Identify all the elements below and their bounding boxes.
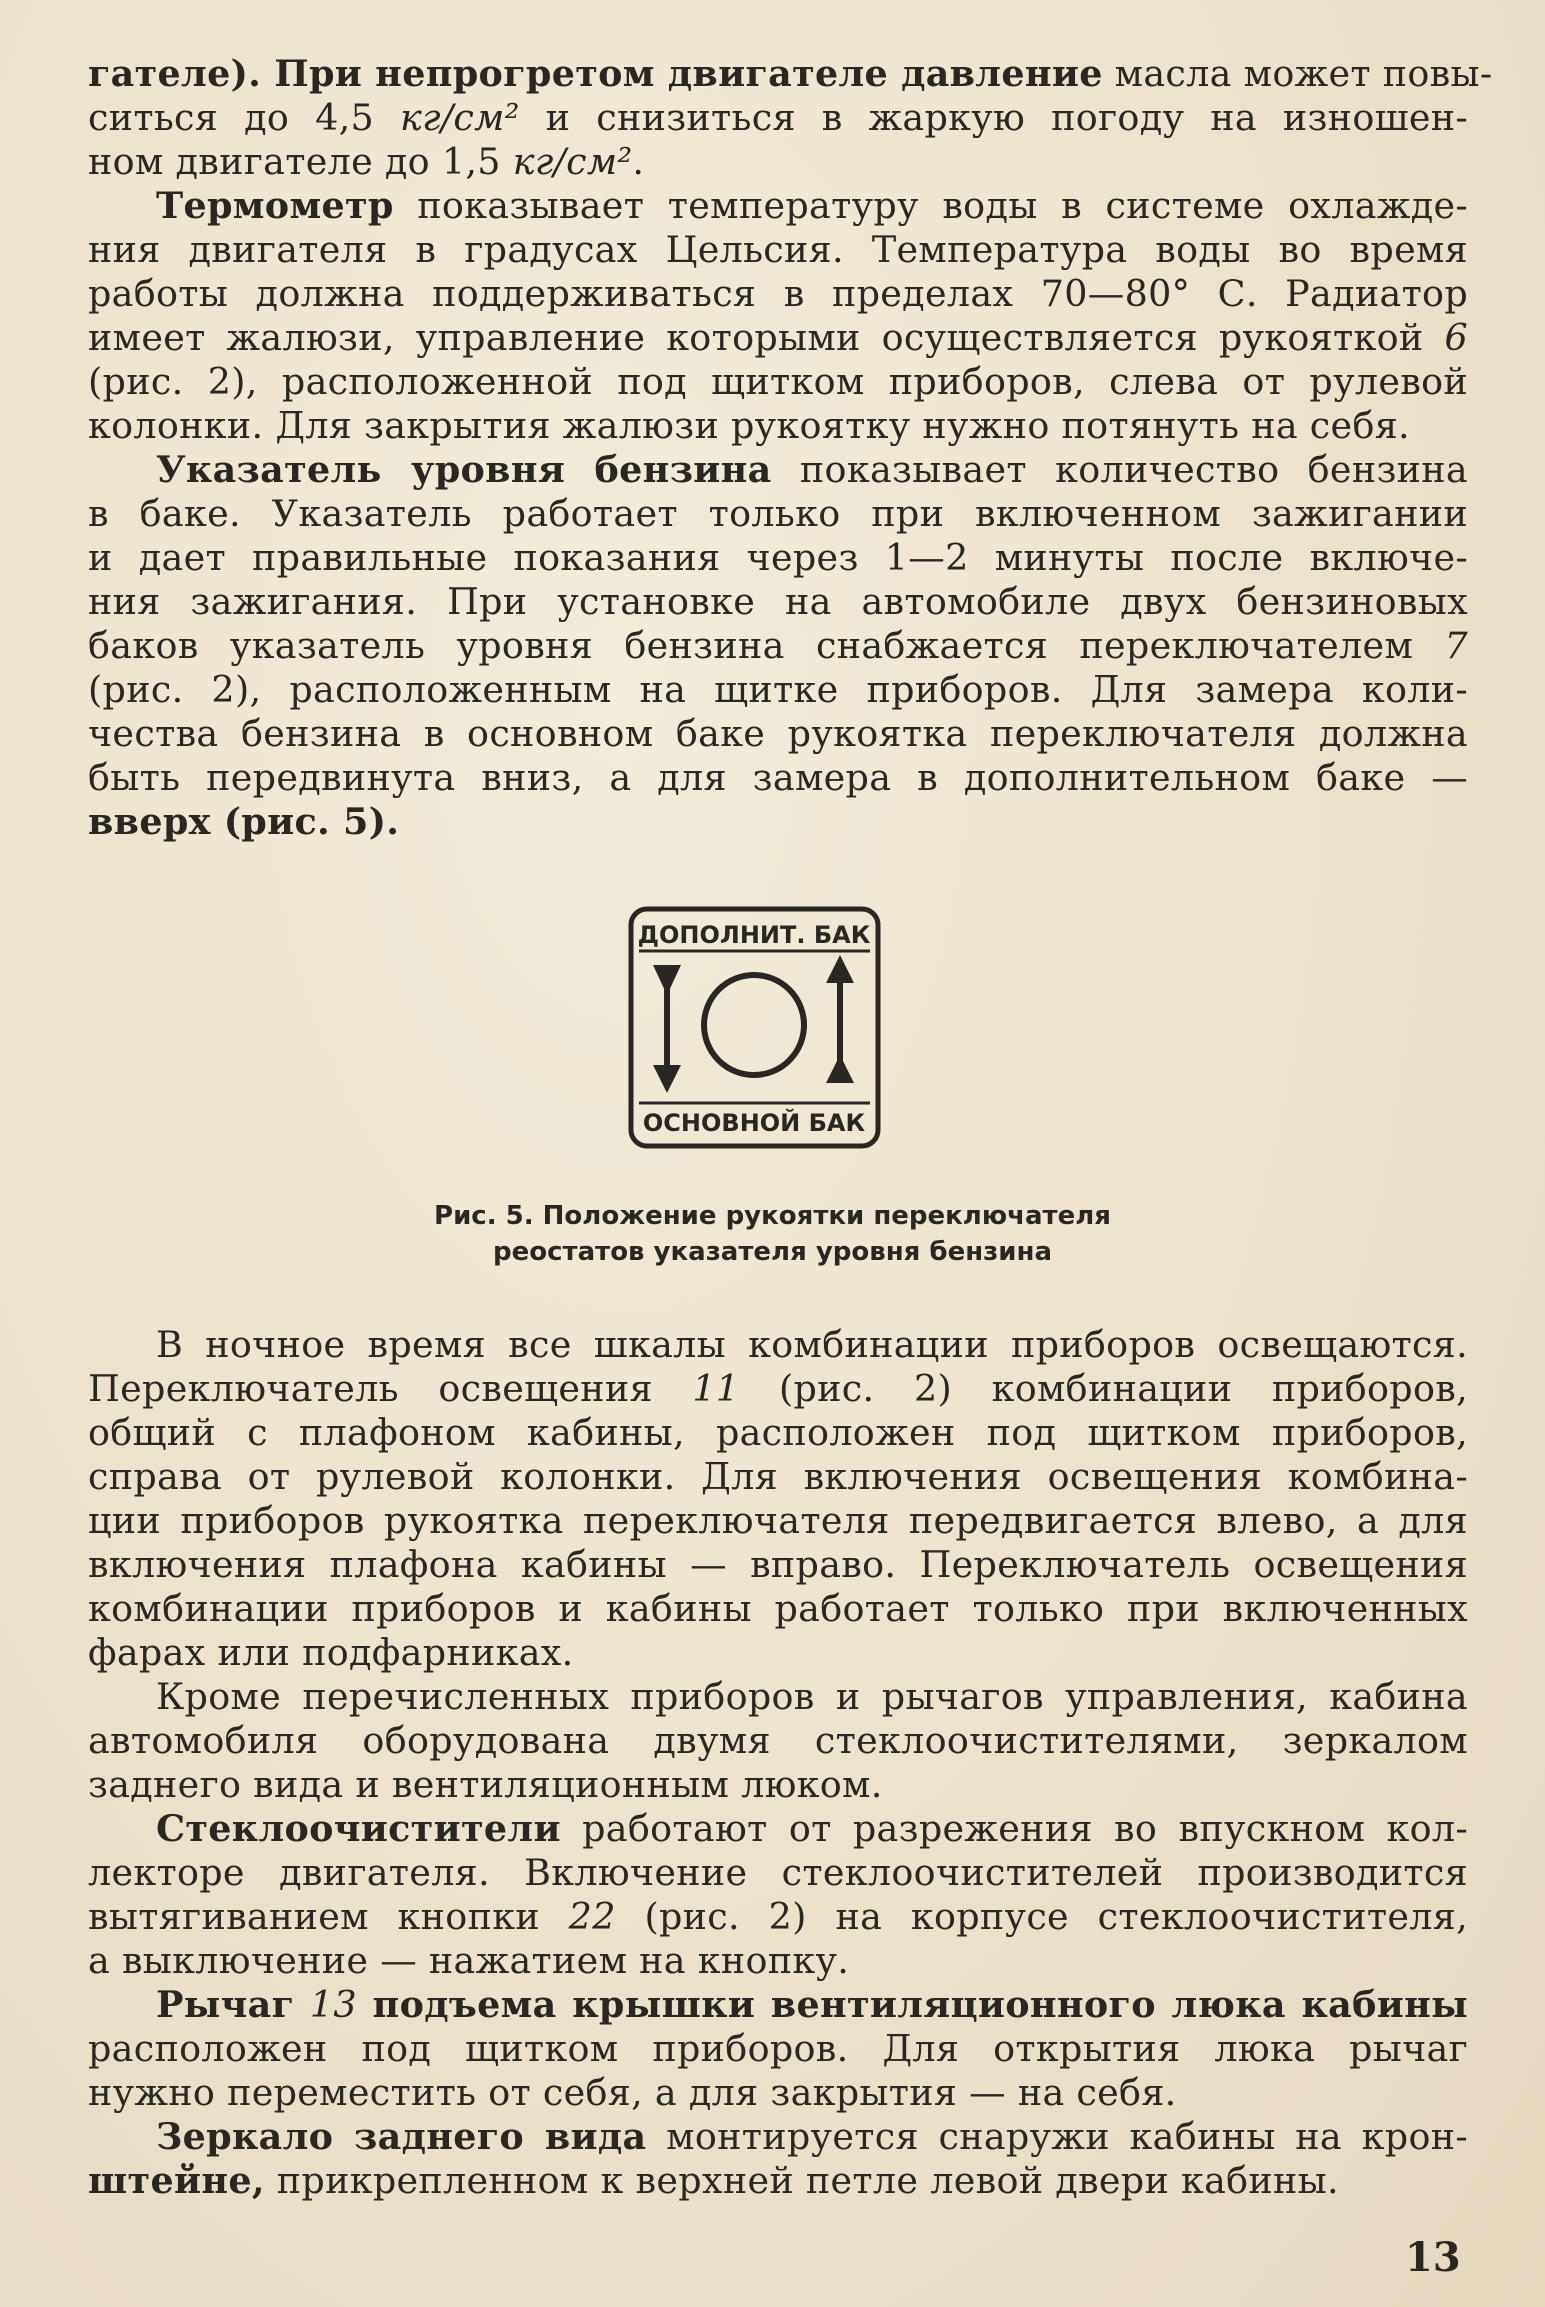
text-line xyxy=(88,2115,1468,2159)
text-line xyxy=(88,1895,1468,1939)
text-line xyxy=(88,1411,1468,1455)
text-run: . xyxy=(632,140,645,183)
text-run: включения плафона кабины — вправо. Переключатель освещения xyxy=(88,1543,1468,1586)
text-line xyxy=(88,96,1468,140)
paragraph-vent-lever xyxy=(88,1983,1468,2115)
text-line xyxy=(88,2159,1468,2203)
text-run: работают от разрежения во впускном кол- xyxy=(560,1807,1468,1850)
page-number: 13 xyxy=(1405,2234,1461,2281)
text-run: Указатель уровня бензина xyxy=(156,448,772,491)
text-run: штейне, xyxy=(88,2159,265,2202)
text-run: Стеклоочистители xyxy=(156,1807,561,1850)
text-run: 6 xyxy=(1444,316,1468,359)
text-run: ситься до 4,5 xyxy=(88,96,400,139)
caption-line-1: Рис. 5. Положение рукоятки переключателя xyxy=(434,1201,1111,1231)
text-line xyxy=(88,52,1493,96)
text-run: (рис. 2) комбинации приборов, xyxy=(739,1367,1468,1410)
text-run: ном двигателе до 1,5 xyxy=(88,140,513,183)
text-run: (рис. 2), расположенным на щитке приборов. Для замера коли- xyxy=(88,668,1468,711)
text-line xyxy=(88,140,1468,184)
text-line xyxy=(88,404,1468,448)
text-run: ния зажигания. При установке на автомобиле двух бензиновых xyxy=(88,580,1468,623)
text-line xyxy=(88,1675,1468,1719)
caption-line-2: реостатов указателя уровня бензина xyxy=(492,1237,1053,1267)
text-line xyxy=(88,1455,1468,1499)
text-line xyxy=(88,492,1468,536)
text-line xyxy=(88,1807,1468,1851)
text-run: фарах или подфарниках. xyxy=(88,1631,574,1674)
text-run: 13 xyxy=(309,1983,357,2026)
text-line xyxy=(88,1499,1468,1543)
text-line xyxy=(88,756,1468,800)
text-run: прикрепленном к верхней петле левой двери кабины. xyxy=(264,2159,1339,2202)
text-run: вверх (рис. 5). xyxy=(88,800,400,843)
text-line xyxy=(88,1983,1468,2027)
text-line xyxy=(88,1367,1468,1411)
text-run: заднего вида и вентиляционным люком. xyxy=(88,1763,883,1806)
text-run: колонки. Для закрытия жалюзи рукоятку нужно потянуть на себя. xyxy=(88,404,1410,447)
text-line xyxy=(88,800,1468,844)
figure-fuel-switch xyxy=(627,905,882,1150)
text-line xyxy=(88,1763,1468,1807)
paragraph-other-equipment xyxy=(88,1675,1468,1807)
text-run: в баке. Указатель работает только при включенном зажигании xyxy=(88,492,1468,535)
text-line xyxy=(88,448,1468,492)
text-line xyxy=(88,1587,1468,1631)
paragraph-night-lighting xyxy=(88,1323,1468,1675)
paragraph-mirror xyxy=(88,2115,1468,2203)
text-run: Зеркало заднего вида xyxy=(156,2115,647,2158)
paragraph-oil-pressure xyxy=(88,52,1493,184)
text-run: справа от рулевой колонки. Для включения освещения комбина- xyxy=(88,1455,1468,1498)
text-line xyxy=(88,272,1468,316)
text-line xyxy=(88,2027,1468,2071)
text-line xyxy=(88,316,1468,360)
text-run: Термометр xyxy=(156,184,394,227)
text-line xyxy=(88,712,1468,756)
text-line xyxy=(88,1719,1468,1763)
text-line xyxy=(88,228,1468,272)
paragraph-wipers xyxy=(88,1807,1468,1983)
text-line xyxy=(88,2071,1468,2115)
text-run: вытягиванием кнопки xyxy=(88,1895,569,1938)
text-run: автомобиля оборудована двумя стеклоочистителями, зеркалом xyxy=(88,1719,1468,1762)
text-run: кг/см² xyxy=(512,140,633,183)
paragraph-thermometer xyxy=(88,184,1468,448)
text-run: быть передвинута вниз, а для замера в дополнительном баке — xyxy=(88,756,1468,799)
text-run: При непрогретом двигателе давление xyxy=(261,52,1103,95)
text-line xyxy=(88,668,1468,712)
text-run: монтируется снаружи кабины на крон- xyxy=(646,2115,1468,2158)
bottom-label: ОСНОВНОЙ БАК xyxy=(642,1109,866,1137)
text-line xyxy=(88,360,1468,404)
text-run: нужно переместить от себя, а для закрытия — на себя. xyxy=(88,2071,1177,2114)
text-run: и дает правильные показания через 1—2 минуты после включе- xyxy=(88,536,1468,579)
text-run: комбинации приборов и кабины работает только при включенных xyxy=(88,1587,1468,1630)
text-run: 7 xyxy=(1444,624,1468,667)
arrow-down-icon xyxy=(653,965,681,1093)
text-run: ния двигателя в градусах Цельсия. Температура воды во время xyxy=(88,228,1468,271)
paragraph-fuel-gauge xyxy=(88,448,1468,844)
text-line xyxy=(88,1543,1468,1587)
text-run: Кроме перечисленных приборов и рычагов управления, кабина xyxy=(156,1675,1468,1718)
text-line xyxy=(88,1851,1468,1895)
text-run: (рис. 2), расположенной под щитком приборов, слева от рулевой xyxy=(88,360,1468,403)
text-run: общий с плафоном кабины, расположен под щитком приборов, xyxy=(88,1411,1468,1454)
text-run: показывает количество бензина xyxy=(771,448,1468,491)
fuel-switch-plate-icon xyxy=(627,905,882,1150)
text-run: расположен под щитком приборов. Для открытия люка рычаг xyxy=(88,2027,1468,2070)
text-run: кг/см² xyxy=(399,96,520,139)
text-run: показывает температуру воды в системе охлажде- xyxy=(393,184,1468,227)
text-line xyxy=(88,184,1468,228)
arrow-up-icon xyxy=(826,955,854,1083)
text-run: 22 xyxy=(568,1895,616,1938)
text-line xyxy=(88,580,1468,624)
text-run: масла может повы- xyxy=(1102,52,1493,95)
text-run: гателе). xyxy=(88,52,262,95)
text-line xyxy=(88,1323,1468,1367)
text-run: работы должна поддерживаться в пределах 70—80° С. Радиатор xyxy=(88,272,1468,315)
text-run: лекторе двигателя. Включение стеклоочистителей производится xyxy=(88,1851,1468,1894)
text-run: имеет жалюзи, управление которыми осуществляется рукояткой xyxy=(88,316,1445,359)
text-run: ции приборов рукоятка переключателя передвигается влево, а для xyxy=(88,1499,1468,1542)
figure-caption xyxy=(300,1198,1245,1270)
top-label: ДОПОЛНИТ. БАК xyxy=(637,921,871,949)
text-run: Рычаг xyxy=(156,1983,310,2026)
text-run: а выключение — нажатием на кнопку. xyxy=(88,1939,850,1982)
text-line xyxy=(88,536,1468,580)
text-run: и снизиться в жаркую погоду на изношен- xyxy=(519,96,1468,139)
text-run: чества бензина в основном баке рукоятка переключателя должна xyxy=(88,712,1468,755)
text-run: Переключатель освещения xyxy=(88,1367,693,1410)
text-run: 11 xyxy=(692,1367,740,1410)
text-line xyxy=(88,624,1468,668)
text-line xyxy=(88,1939,1468,1983)
text-line xyxy=(88,1631,1468,1675)
text-run: подъема крышки вентиляционного люка кабины xyxy=(356,1983,1468,2026)
text-run: В ночное время все шкалы комбинации приборов освещаются. xyxy=(156,1323,1468,1366)
text-run: баков указатель уровня бензина снабжается переключателем xyxy=(88,624,1445,667)
text-run: (рис. 2) на корпусе стеклоочистителя, xyxy=(615,1895,1468,1938)
